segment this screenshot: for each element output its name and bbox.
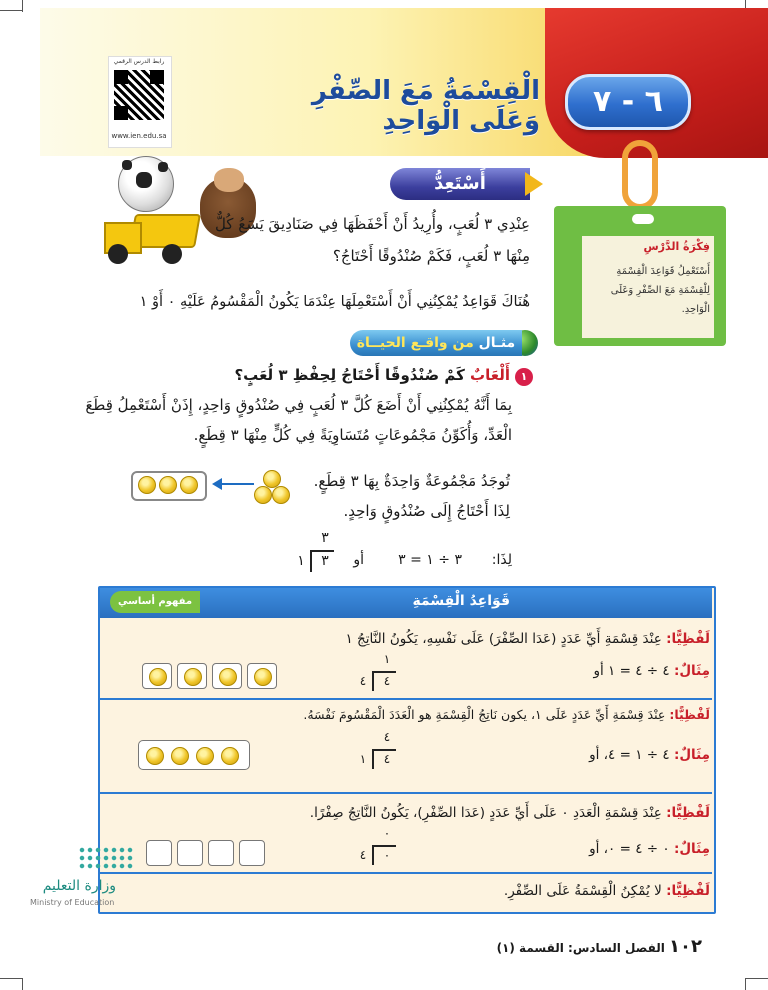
- empty-box: [177, 840, 203, 866]
- counter-coin: [138, 476, 156, 494]
- example-equation: ٤ ÷ ٤ = ١: [608, 663, 670, 679]
- ball-patch: [122, 160, 132, 170]
- long-division-quotient: ١: [383, 652, 391, 666]
- page-footer: [390, 936, 710, 957]
- rule-example: [440, 838, 710, 860]
- long-division-divisor: ١: [297, 553, 305, 569]
- example-keyword: مِثَالٌ:: [673, 747, 710, 763]
- ready-note: هُنَاكَ قَوَاعِدُ يُمْكِنُنِي أَنْ أَسْتَعْمِلَهَا عِنْدَمَا يَكُونُ الْمَقْسُومُ عَلَيْهِ ٠ أَوْ ١: [139, 294, 530, 310]
- counter-coin: [219, 668, 237, 686]
- qr-caption: رابط الدرس الرقمي: [113, 58, 165, 65]
- page-number: ١٠٢: [669, 936, 702, 957]
- rule-keyword: لَفْظِيًّا:: [666, 883, 710, 899]
- counter-coin: [149, 668, 167, 686]
- toy-monkey-face: [214, 168, 244, 192]
- ready-section-label: أَسْتَعِدُّ: [390, 168, 530, 200]
- ministry-name-ar: وزارة التعليم: [42, 878, 116, 894]
- example-section-label: [350, 330, 522, 356]
- rule-text: عِنْدَ قِسْمَةِ أَيِّ عَدَدٍ عَلَى ١، يكون نَاتِجُ الْقِسْمَةِ هو الْعَدَدَ الْمَقْسُومَ نَفْسَهُ.: [303, 707, 666, 722]
- example-body: بِمَا أَنَّهُ يُمْكِنُنِي أَنْ أَضَعَ كُلَّ ٣ لُعَبٍ فِي صُنْدُوقٍ وَاحِدٍ، إِذَنْ أَسْتَعْمِلُ قِطَعَ الْعَدِّ، وَأُكَوِّنُ مَجْمُوعَاتٍ مُتَسَاوِيَةً فِي كُلٍّ مِنْهَا ٣ قِطَعٍ.: [85, 396, 512, 444]
- example-equation: ٠ ÷ ٤ = ٠،: [603, 841, 670, 857]
- long-division-quotient: ٣: [321, 530, 329, 546]
- example-question-text: كَمْ صُنْدُوقًا أَحْتَاجُ لِحِفْظِ ٣ لُعَبٍ؟: [234, 366, 465, 384]
- lesson-title: الْقِسْمَةُ مَعَ الصِّفْرِ وَعَلَى الْوَاحِدِ: [311, 76, 540, 136]
- counter-coin: [254, 486, 272, 504]
- example-question: [200, 362, 510, 388]
- qr-code-icon[interactable]: [114, 70, 164, 120]
- rule-divider: [100, 792, 712, 794]
- division-bracket: [372, 671, 374, 691]
- rule-verbal: [110, 704, 710, 726]
- or-word: أو: [593, 663, 604, 679]
- ball-patch: [158, 162, 168, 172]
- ministry-name-en: Ministry of Education: [30, 898, 115, 907]
- lesson-number-badge: ٦ - ٧: [565, 74, 691, 130]
- counter-coin: [184, 668, 202, 686]
- division-bracket: [372, 845, 374, 865]
- counter-coin: [159, 476, 177, 494]
- long-division-divisor: ٤: [359, 674, 367, 688]
- finding-line: تُوجَدُ مَجْمُوعَةٌ وَاحِدَةٌ بِهَا ٣ قِطَعٍ.: [313, 472, 510, 490]
- rule-text: لا يُمْكِنُ الْقِسْمَةُ عَلَى الصِّفْرِ.: [503, 883, 662, 899]
- arrow-line: [218, 483, 254, 485]
- key-concept-badge: مفهوم أساسي: [110, 591, 200, 613]
- arrow-left-icon: [212, 478, 222, 490]
- arrow-left-icon: [525, 172, 543, 196]
- long-division-divisor: ٤: [359, 848, 367, 862]
- card-hole: [632, 214, 654, 224]
- example-keyword: مِثَالٌ:: [673, 841, 710, 857]
- or-word: أو: [353, 552, 364, 568]
- or-word: أو: [589, 747, 600, 763]
- division-bar: [372, 845, 396, 847]
- qr-url[interactable]: www.ien.edu.sa: [111, 132, 167, 140]
- empty-box: [239, 840, 265, 866]
- rule-text: عِنْدَ قِسْمَةِ أَيِّ عَدَدٍ (عَدَا الصِّفْرَ) عَلَى نَفْسِهِ، يَكُونُ النَّاتِجُ ١: [345, 631, 662, 647]
- counter-coin: [196, 747, 214, 765]
- empty-box: [208, 840, 234, 866]
- rule-divider: [100, 698, 712, 700]
- example-label-highlight: من واقـع الحيــاة: [356, 335, 474, 351]
- concept-title: قَوَاعِدُ الْقِسْمَةِ: [412, 593, 510, 609]
- long-division-divisor: ١: [359, 752, 367, 766]
- long-division-dividend: ٣: [321, 553, 329, 569]
- rule-divider: [100, 872, 712, 874]
- example-number-badge: ١: [515, 368, 533, 386]
- rule-text: عِنْدَ قِسْمَةِ الْعَدَدِ ٠ عَلَى أَيِّ عَدَدٍ (عَدَا الصِّفْرِ)، يَكُونُ النَّاتِجُ صِفْرًا.: [309, 805, 662, 821]
- rule-keyword: لَفْظِيًّا:: [669, 707, 710, 722]
- division-bar: [372, 671, 396, 673]
- example-keyword: أَلْعَابٌ: [470, 366, 510, 384]
- long-division-quotient: ٤: [383, 730, 391, 744]
- rule-keyword: لَفْظِيًّا:: [666, 805, 710, 821]
- rule-verbal: [110, 802, 710, 824]
- or-word: أو: [589, 841, 600, 857]
- lesson-idea-text: أَسْتَعْمِلُ قَوَاعِدَ الْقِسْمَةِ لِلْقِسْمَةِ مَعَ الصِّفْرِ وَعَلَى الْوَاحِدِ.: [610, 266, 710, 315]
- counter-coin: [180, 476, 198, 494]
- truck-wheel: [162, 244, 182, 264]
- empty-box: [146, 840, 172, 866]
- example-equation: ٤ ÷ ١ = ٤،: [603, 747, 670, 763]
- rule-example: [440, 744, 710, 766]
- division-bar: [372, 749, 396, 751]
- counter-coin: [146, 747, 164, 765]
- division-bar: [310, 550, 334, 552]
- division-bracket: [372, 749, 374, 769]
- ready-paragraph: عِنْدِي ٣ لُعَبٍ، وأُرِيدُ أَنْ أَحْفَظَهَا فِي صَنَادِيقَ يَسَعُ كُلٌّ مِنْهَا ٣ لُعَبٍ، فَكَمْ صُنْدُوقًا أَحْتَاجُ؟: [214, 215, 530, 265]
- division-bracket: [310, 550, 312, 572]
- result-label: لِذَا:: [491, 552, 512, 568]
- long-division-dividend: ٤: [383, 752, 391, 766]
- result-equation: ٣ ÷ ١ = ٣: [398, 552, 462, 568]
- counter-coin: [254, 668, 272, 686]
- lesson-idea-title: فِكْرَةُ الدَّرْسِ: [643, 240, 710, 253]
- example-keyword: مِثَالٌ:: [673, 663, 710, 679]
- long-division-dividend: ٤: [383, 674, 391, 688]
- long-division-quotient: ٠: [383, 826, 391, 840]
- ministry-logo-icon: [78, 846, 134, 870]
- rule-verbal: [110, 880, 710, 902]
- example-findings: [280, 466, 510, 526]
- rule-verbal: [110, 628, 710, 650]
- card-strap: [622, 140, 658, 210]
- rule-example: [440, 660, 710, 682]
- footer-lesson: القسمة (١): [496, 941, 564, 955]
- ball-patch: [136, 172, 152, 188]
- finding-line: لِذَا أَحْتَاجُ إِلَى صُنْدُوقٍ وَاحِدٍ.: [343, 502, 510, 520]
- footer-chapter: الفصل السادس:: [568, 941, 665, 955]
- example-label-main: مثـال: [478, 335, 516, 351]
- rule-keyword: لَفْظِيًّا:: [666, 631, 710, 647]
- long-division-dividend: ٠: [383, 848, 391, 862]
- truck-wheel: [108, 244, 128, 264]
- counter-coin: [221, 747, 239, 765]
- counter-coin: [171, 747, 189, 765]
